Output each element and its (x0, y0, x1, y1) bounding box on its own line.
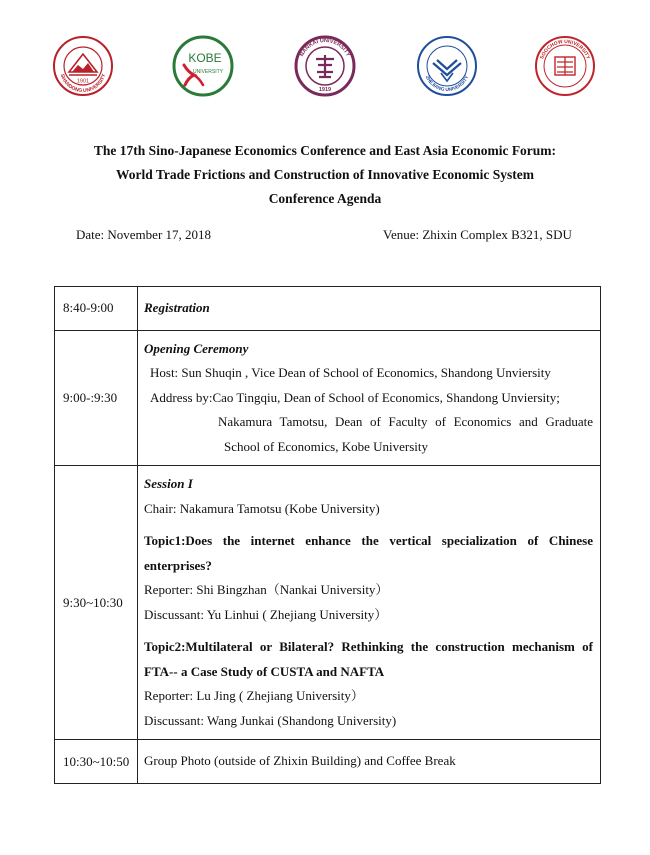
nankai-university-logo (294, 35, 356, 97)
host-line: Host: Sun Shuqin , Vice Dean of School of Economics, Shandong Unviersity (150, 365, 551, 380)
svg-text:NANKAI UNIVERSITY (299, 38, 351, 58)
zju-name-text: ZHEJIANG UNIVERSITY (423, 75, 471, 94)
topic1-title: Topic1:Does the internet enhance the vertical specialization of Chinese enterprises? (144, 533, 593, 573)
kobe-sub-text: UNIVERSITY (192, 69, 224, 75)
discussant2-line: Discussant: Wang Junkai (Shandong University) (144, 712, 397, 728)
agenda-row-coffee-break (55, 740, 601, 784)
sdu-name-text: SHANDONG UNIVERSITY (58, 73, 108, 95)
conference-date: Date: November 17, 2018 (76, 227, 212, 242)
reporter1-line: Reporter: Shi Bingzhan（Nankai University） (144, 582, 389, 597)
row-title: Group Photo (outside of Zhixin Building) and Coffee Break (144, 753, 456, 769)
chair-line: Chair: Nakamura Tamotsu (Kobe University) (144, 500, 380, 516)
nankai-year-text: 1919 (318, 87, 332, 93)
topic2-title: Topic2:Multilateral or Bilateral? Rethinking the construction mechanism of FTA-- a Case Study of CUSTA and NAFTA (144, 639, 593, 679)
reporter2-line: Reporter: Lu Jing ( Zhejiang University） (144, 688, 364, 703)
row-time: 9:00-:9:30 (55, 330, 138, 466)
row-time: 9:30~10:30 (55, 466, 138, 740)
kobe-university-logo (172, 35, 234, 97)
row-title: Opening Ceremony (144, 340, 249, 356)
shandong-university-logo (52, 35, 114, 97)
conference-venue: Venue: Zhixin Complex B321, SDU (383, 227, 572, 242)
agenda-table (54, 286, 601, 784)
conference-title-line2: World Trade Frictions and Construction of Innovative Economic System (115, 167, 534, 182)
row-title: Registration (144, 300, 210, 315)
row-time: 8:40-9:00 (55, 287, 138, 331)
address-line-3: School of Economics, Kobe University (224, 438, 428, 454)
conference-title-line1: The 17th Sino-Japanese Economics Conference and East Asia Economic Forum: (93, 143, 557, 158)
soochow-university-logo (534, 35, 596, 97)
zhejiang-university-logo (416, 35, 478, 97)
row-time: 10:30~10:50 (55, 740, 138, 784)
sdu-year-text: 1901 (76, 78, 90, 85)
discussant1-line: Discussant: Yu Linhui ( Zhejiang University） (144, 606, 388, 622)
agenda-heading: Conference Agenda (268, 191, 382, 206)
soochow-name-text: SOOCHOW UNIVERSITY (539, 38, 591, 61)
agenda-row-registration (55, 287, 601, 331)
logo-row (0, 35, 650, 115)
agenda-row-opening (55, 330, 601, 466)
address-line: Address by:Cao Tingqiu, Dean of School of Economics, Shandong Unviersity; (150, 389, 560, 405)
row-title: Session I (144, 476, 193, 491)
kobe-word-text: KOBE (188, 51, 222, 65)
agenda-row-session1 (55, 466, 601, 740)
address-line-2: Nakamura Tamotsu, Dean of Faculty of Economics and Graduate (218, 414, 593, 429)
nankai-name-text: NANKAI UNIVERSITY (299, 37, 351, 58)
